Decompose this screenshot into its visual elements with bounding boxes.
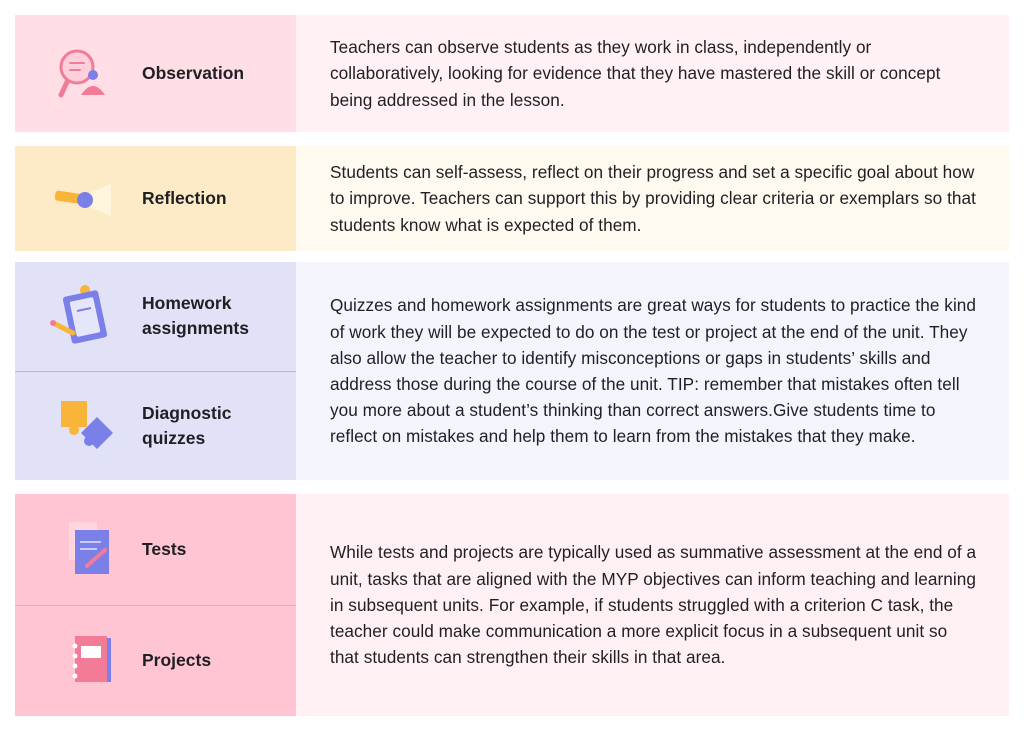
- observation-cell: [15, 15, 296, 132]
- reflection-row: [15, 146, 1009, 251]
- reflection-label: Reflection: [142, 188, 227, 208]
- flashlight-icon: [47, 168, 117, 230]
- tests-projects-description: While tests and projects are typically used as summative assessment at the end of a unit, tasks that are aligned with the MYP objectives can inform teaching and learning in subsequent units. For example, if students struggled with a criterion C task, the teacher could make communication a more explicit focus in a subsequent unit so that students can strengthen their skills in that area.: [330, 542, 977, 668]
- homework-cell: [15, 262, 296, 371]
- tests-projects-description-panel: [296, 494, 1009, 716]
- quizzes-cell: [15, 372, 296, 481]
- observation-description: Teachers can observe students as they work in class, independently or collaboratively, looking for evidence that they have mastered the skill or concept being addressed in the lesson.: [330, 37, 941, 110]
- reflection-cell: [15, 146, 296, 251]
- puzzle-icon: [47, 395, 117, 457]
- reflection-label-panel: [15, 146, 296, 251]
- observation-label: Observation: [142, 63, 245, 83]
- clipboard-pencil-icon: [47, 285, 117, 347]
- reflection-description-panel: [296, 146, 1009, 251]
- homework-quizzes-description-panel: [296, 262, 1009, 480]
- homework-quizzes-description: Quizzes and homework assignments are great ways for students to practice the kind of work they will be expected to do on the test or project at the end of the unit. They also allow the teacher to identify misconceptions or gaps in students’ skills and address those during the course of the unit. TIP: remember that mistakes often tell you more about a student’s thinking than correct answers.Give students time to reflect on mistakes and help them to learn from the mistakes that they make.: [330, 295, 977, 447]
- tests-label: Tests: [142, 538, 187, 559]
- observation-row: [15, 15, 1009, 132]
- tests-projects-row: [15, 494, 1009, 716]
- homework-quizzes-label-panel: [15, 262, 296, 480]
- quizzes-label: Diagnostic quizzes: [142, 402, 232, 448]
- homework-label: Homework assignments: [142, 293, 249, 339]
- tests-projects-label-panel: [15, 494, 296, 716]
- projects-label: Projects: [142, 650, 212, 671]
- notebook-icon: [47, 630, 117, 692]
- magnifier-person-icon: [47, 43, 117, 105]
- test-paper-icon: [47, 518, 117, 580]
- homework-quizzes-row: [15, 262, 1009, 480]
- observation-label-panel: [15, 15, 296, 132]
- tests-cell: [15, 494, 296, 605]
- observation-description-panel: [296, 15, 1009, 132]
- reflection-description: Students can self-assess, reflect on their progress and set a specific goal about how to improve. Teachers can support this by providing clear criteria or exemplars so that students know what is expected of them.: [330, 162, 976, 235]
- projects-cell: [15, 606, 296, 717]
